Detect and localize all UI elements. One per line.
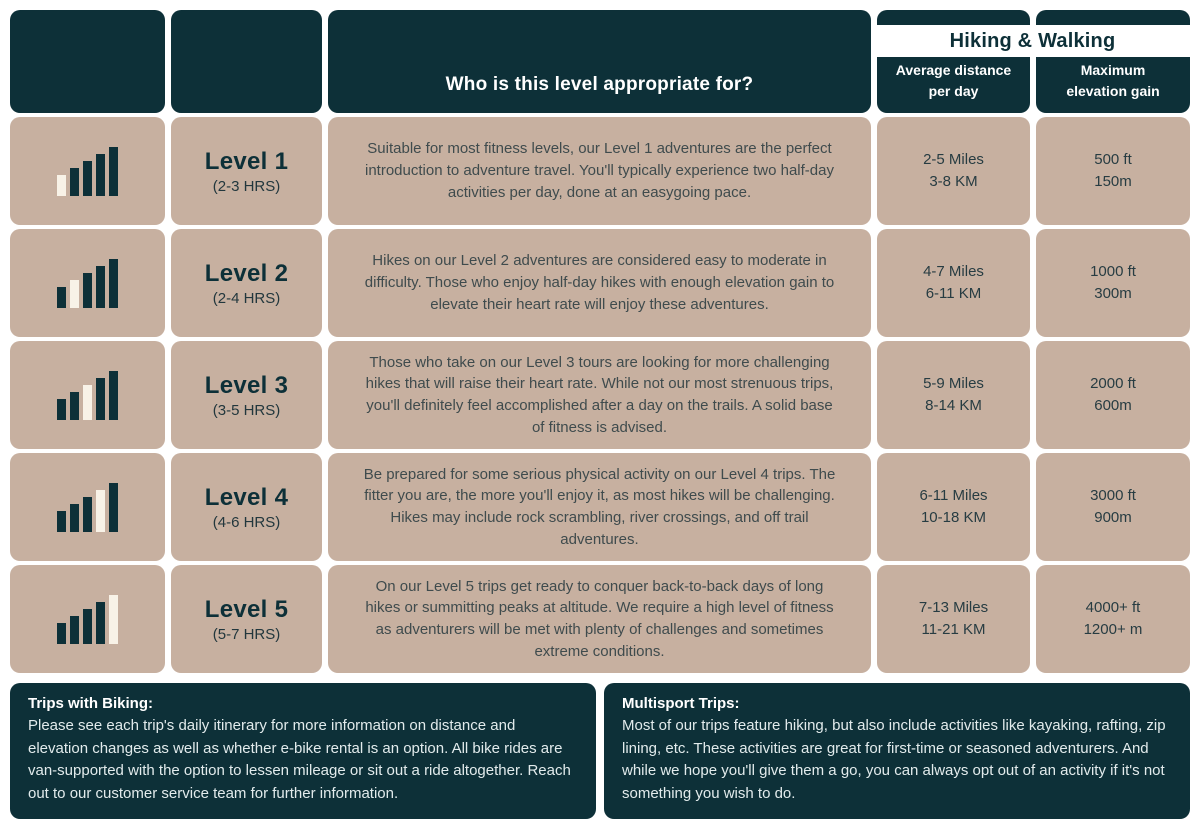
- distance-miles: 5-9 Miles: [923, 374, 984, 392]
- level-5-name-cell: [171, 565, 322, 673]
- bar-icon: [96, 378, 105, 420]
- elevation-ft: 3000 ft: [1090, 486, 1136, 504]
- level-2-description-cell: [328, 229, 871, 337]
- level-3-elevation-cell: [1036, 341, 1190, 449]
- bar-icon: [70, 616, 79, 644]
- multisport-note-box: [604, 683, 1190, 819]
- level-1-description-cell: [328, 117, 871, 225]
- elevation-ft: 2000 ft: [1090, 374, 1136, 392]
- level-description: Suitable for most fitness levels, our Level 1 adventures are the perfect introduction to adventure travel. You'll typically experience two half-day activities per day, done at an easygoing pace.: [365, 140, 834, 201]
- question-header-label: Who is this level appropriate for?: [445, 74, 754, 95]
- level-4-icon-cell: [10, 453, 165, 561]
- bar-icon: [70, 280, 79, 308]
- avg-distance-label-line1: Average distance: [895, 62, 1012, 79]
- distance-km: 8-14 KM: [925, 397, 982, 414]
- bar-icon: [70, 392, 79, 420]
- level-5-icon-cell: [10, 565, 165, 673]
- level-3-bars-icon: [57, 370, 118, 420]
- elevation-ft: 4000+ ft: [1085, 598, 1141, 616]
- level-description: Be prepared for some serious physical activity on our Level 4 trips. The fitter you are, the more you'll enjoy it, as most hikes will be challenging. Hikes may include rock scrambling, river crossings, and off trail adventures.: [363, 465, 836, 548]
- elevation-m: 1200+ m: [1083, 621, 1143, 638]
- level-name: Level 1: [204, 147, 289, 175]
- distance-miles: 6-11 Miles: [919, 486, 988, 504]
- level-2-icon-cell: [10, 229, 165, 337]
- bar-icon: [57, 399, 66, 420]
- bar-icon: [109, 371, 118, 420]
- header-question-cell: [328, 10, 871, 113]
- biking-note-box: [10, 683, 596, 819]
- distance-km: 3-8 KM: [929, 173, 978, 190]
- bar-icon: [70, 168, 79, 196]
- bar-icon: [83, 273, 92, 308]
- level-description: Those who take on our Level 3 tours are looking for more challenging hikes that will raise their heart rate. While not our most strenuous trips, you'll definitely feel accomplished after a day on the trails. A solid base of fitness is advised.: [365, 353, 834, 436]
- level-hours: (5-7 HRS): [212, 625, 281, 643]
- avg-distance-label-line2: per day: [928, 82, 979, 99]
- level-5-distance-cell: [877, 565, 1030, 673]
- bar-icon: [96, 602, 105, 644]
- bar-icon: [83, 497, 92, 532]
- bar-icon: [83, 161, 92, 196]
- level-2-distance-cell: [877, 229, 1030, 337]
- distance-km: 10-18 KM: [920, 509, 987, 526]
- level-1-elevation-cell: [1036, 117, 1190, 225]
- level-1-name-cell: [171, 117, 322, 225]
- level-1-distance-cell: [877, 117, 1030, 225]
- bar-icon: [109, 595, 118, 644]
- max-elevation-label-line1: Maximum: [1080, 62, 1146, 79]
- bar-icon: [57, 511, 66, 532]
- footer-notes: [10, 683, 1190, 819]
- distance-miles: 2-5 Miles: [923, 150, 984, 168]
- elevation-ft: 500 ft: [1094, 150, 1132, 168]
- elevation-ft: 1000 ft: [1090, 262, 1136, 280]
- hiking-walking-banner: [877, 25, 1200, 57]
- level-2-bars-icon: [57, 258, 118, 308]
- levels-table: [10, 10, 1190, 673]
- level-hours: (2-4 HRS): [212, 289, 281, 307]
- level-1-icon-cell: [10, 117, 165, 225]
- level-5-description-cell: [328, 565, 871, 673]
- bar-icon: [96, 154, 105, 196]
- level-2-elevation-cell: [1036, 229, 1190, 337]
- level-hours: (4-6 HRS): [212, 513, 281, 531]
- level-name: Level 4: [204, 483, 289, 511]
- elevation-m: 600m: [1094, 397, 1132, 414]
- distance-km: 11-21 KM: [921, 621, 986, 638]
- level-hours: (3-5 HRS): [212, 401, 281, 419]
- level-3-description-cell: [328, 341, 871, 449]
- bar-icon: [96, 266, 105, 308]
- level-4-bars-icon: [57, 482, 118, 532]
- level-5-elevation-cell: [1036, 565, 1190, 673]
- biking-note-title: Trips with Biking:: [28, 695, 154, 712]
- level-4-description-cell: [328, 453, 871, 561]
- level-3-distance-cell: [877, 341, 1030, 449]
- level-name: Level 3: [204, 371, 289, 399]
- bar-icon: [96, 490, 105, 532]
- level-4-distance-cell: [877, 453, 1030, 561]
- header-icon-spacer-cell: [10, 10, 165, 113]
- distance-miles: 7-13 Miles: [918, 598, 989, 616]
- level-3-icon-cell: [10, 341, 165, 449]
- bar-icon: [83, 609, 92, 644]
- level-4-elevation-cell: [1036, 453, 1190, 561]
- level-3-name-cell: [171, 341, 322, 449]
- bar-icon: [57, 175, 66, 196]
- level-2-name-cell: [171, 229, 322, 337]
- level-description: On our Level 5 trips get ready to conquer back-to-back days of long hikes or summitting peaks at altitude. We require a high level of fitness as adventurers will be met with plenty of challenges and sometimes extreme conditions.: [365, 577, 834, 660]
- bar-icon: [70, 504, 79, 532]
- bar-icon: [109, 259, 118, 308]
- level-name: Level 5: [204, 595, 289, 623]
- level-hours: (2-3 HRS): [212, 177, 281, 195]
- multisport-note-title: Multisport Trips:: [622, 695, 740, 712]
- hiking-walking-title: Hiking & Walking: [949, 29, 1116, 52]
- biking-note-body: Please see each trip's daily itinerary for more information on distance and elevation changes as well as whether e-bike rental is an option. All bike rides are van-supported with the option to lessen mileage or sit out a ride altogether. Reach out to our customer service team for further information.: [28, 717, 571, 802]
- distance-miles: 4-7 Miles: [923, 262, 984, 280]
- bar-icon: [109, 483, 118, 532]
- bar-icon: [57, 287, 66, 308]
- max-elevation-label-line2: elevation gain: [1066, 82, 1160, 99]
- level-description: Hikes on our Level 2 adventures are considered easy to moderate in difficulty. Those who enjoy half-day hikes with enough elevation gain to elevate their heart rate will enjoy these adventures.: [364, 252, 835, 313]
- level-5-bars-icon: [57, 594, 118, 644]
- bar-icon: [83, 385, 92, 420]
- level-name: Level 2: [204, 259, 289, 287]
- elevation-m: 300m: [1094, 285, 1132, 302]
- multisport-note-body: Most of our trips feature hiking, but also include activities like kayaking, rafting, zip lining, etc. These activities are great for first-time or seasoned adventurers. And while we hope you'll give them a go, you can always opt out of an activity if it's not something you wish to do.: [622, 717, 1166, 802]
- bar-icon: [57, 623, 66, 644]
- elevation-m: 150m: [1094, 173, 1132, 190]
- elevation-m: 900m: [1094, 509, 1132, 526]
- bar-icon: [109, 147, 118, 196]
- distance-km: 6-11 KM: [925, 285, 982, 302]
- level-4-name-cell: [171, 453, 322, 561]
- level-1-bars-icon: [57, 146, 118, 196]
- header-level-spacer-cell: [171, 10, 322, 113]
